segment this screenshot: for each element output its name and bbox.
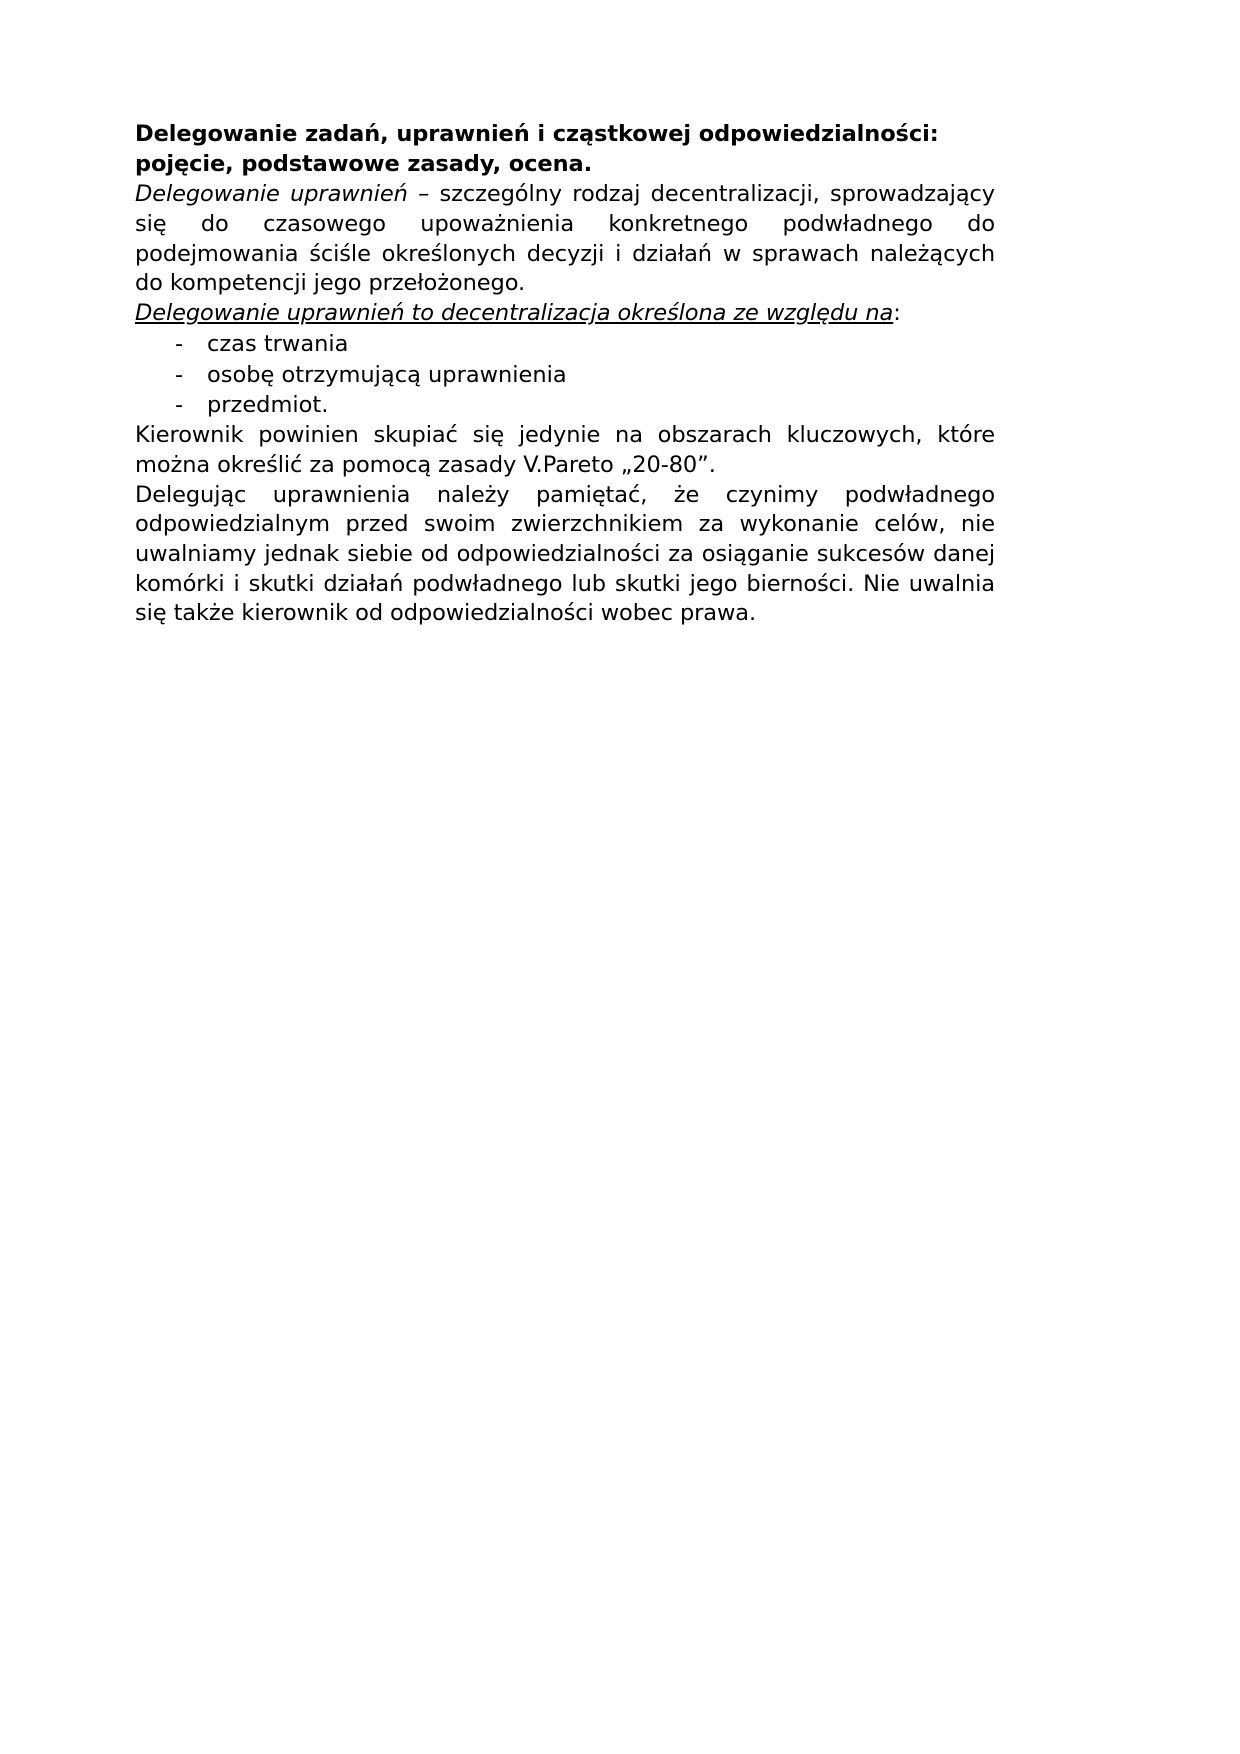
document-body — [135, 120, 995, 629]
body-paragraph-2: Delegując uprawnienia należy pamiętać, że czynimy podwładnego odpowiedzialnym przed swoim zwierzchnikiem za wykonanie celów, nie uwalniamy jednak siebie od odpowiedzialności za osiąganie sukcesów danej komórki i skutki działań podwładnego lub skutki jego bierności. Nie uwalnia się także kierownik od odpowiedzialności wobec prawa. — [135, 481, 995, 627]
definition-paragraph — [135, 180, 995, 299]
list-heading-suffix: : — [893, 300, 901, 327]
list-item — [175, 390, 995, 421]
list-item-marker: - — [175, 361, 184, 388]
list-item — [175, 360, 995, 391]
list-item — [175, 329, 995, 360]
definition-term: Delegowanie uprawnień — [135, 181, 408, 208]
bullet-list — [135, 329, 995, 421]
page-title — [135, 120, 995, 179]
body-paragraph-1: Kierownik powinien skupiać się jedynie na obszarach kluczowych, które można określić za pomocą zasady V.Pareto „20-80”. — [135, 422, 995, 478]
list-heading-underlined: Delegowanie uprawnień to decentralizacja określona ze względu na — [135, 300, 894, 327]
list-item-label: przedmiot. — [207, 392, 329, 419]
list-item-marker: - — [175, 392, 184, 419]
list-item-marker: - — [175, 330, 184, 357]
list-item-label: czas trwania — [207, 330, 349, 357]
list-heading — [135, 299, 995, 329]
list-item-label: osobę otrzymującą uprawnienia — [207, 361, 567, 388]
page-title-line-1: Delegowanie zadań, uprawnień i cząstkowej odpowiedzialności: — [135, 121, 939, 147]
definition-rest: – szczególny rodzaj decentralizacji, sprowadzający się do czasowego upoważnienia konkretnego podwładnego do podejmowania ściśle określonych decyzji i działań w sprawach należących do kompetencji jego przełożonego. — [135, 181, 995, 297]
page-title-line-2: pojęcie, podstawowe zasady, ocena. — [135, 150, 593, 177]
